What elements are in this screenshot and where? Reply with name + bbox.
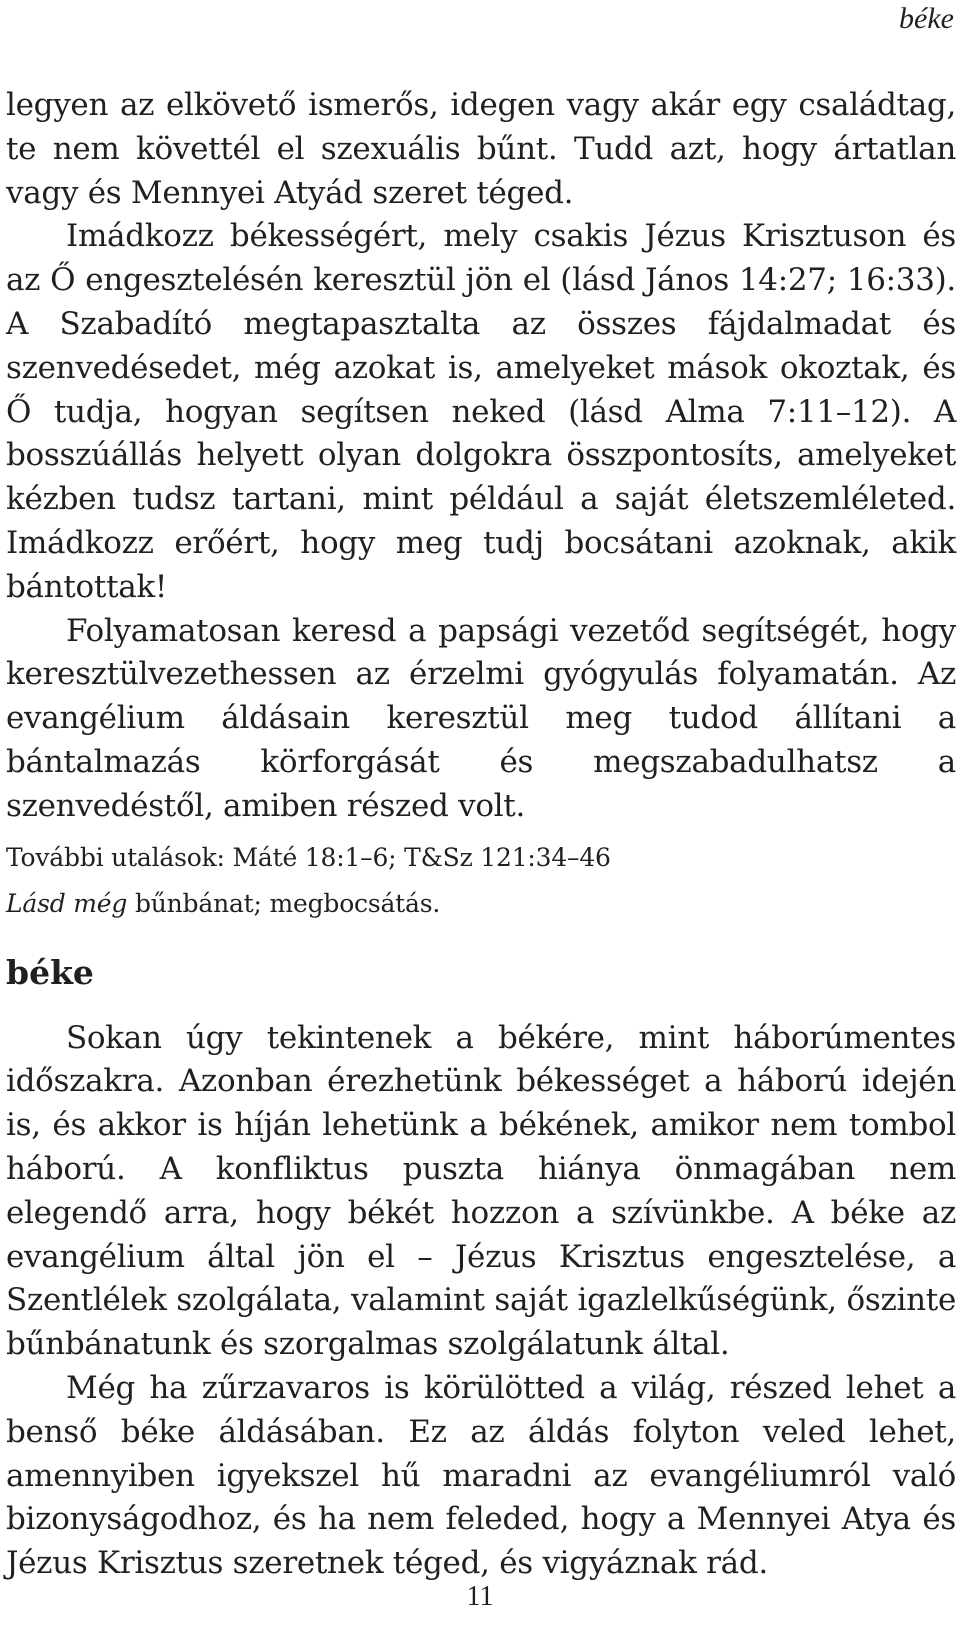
continued-paragraph: legyen az elkövető ismerős, idegen vagy akár egy családtag, te nem követtél el szexuális bűnt. Tudd azt, hogy ártatlan vagy és Mennyei Atyád szeret téged. — [6, 87, 956, 211]
see-also — [6, 887, 956, 921]
body-text — [6, 84, 956, 1586]
references-block — [6, 841, 956, 921]
paragraph: Sokan úgy tekintenek a békére, mint háborúmentes időszakra. Azonban érezhetünk békességet a háború idején is, és akkor is híján lehetünk a békének, amikor nem tombol háború. A konfliktus puszta hiánya önmagában nem elegendő arra, hogy békét hozzon a szívünkbe. A béke az evangélium által jön el – Jézus Krisztus engesztelése, a Szentlélek szolgálata, valamint saját igazlelkűségünk, őszinte bűnbánatunk és szorgalmas szolgálatunk által. — [6, 1019, 956, 1363]
paragraph: Még ha zűrzavaros is körülötted a világ, részed lehet a benső béke áldásában. Ez az áldás folyton veled lehet, amennyiben igyekszel hű maradni az evangéliumról való bizonyságodhoz, és ha nem feleded, hogy a Mennyei Atya és Jézus Krisztus szeretnek téged, és vigyáznak rád. — [6, 1369, 956, 1582]
see-also-links: bűnbánat; megbocsátás. — [127, 888, 441, 918]
running-head: béke — [899, 2, 954, 35]
paragraph: Imádkozz békességért, mely csakis Jézus Krisztuson és az Ő engesztelésén keresztül jön el (lásd János 14:27; 16:33). A Szabadító megtapasztalta az összes fájdalmadat és szenvedésedet, még azokat is, amelyeket mások okoztak, és Ő tudja, hogyan segítsen neked (lásd Alma 7:11–12). A bosszúállás helyett olyan dolgokra összpontosíts, amelyeket kézben tudsz tartani, mint például a saját életszemléleted. Imádkozz erőért, hogy meg tudj bocsátani azoknak, akik bántottak! — [6, 218, 956, 605]
page-number: 11 — [466, 1581, 494, 1612]
further-references: További utalások: Máté 18:1–6; T&Sz 121:34–46 — [6, 842, 611, 872]
see-also-label: Lásd még — [6, 888, 128, 918]
entry-title: béke — [6, 952, 94, 992]
paragraph: Folyamatosan keresd a papsági vezetőd segítségét, hogy keresztülvezethessen az érzelmi gyógyulás folyamatán. Az evangélium áldásain keresztül meg tudod állítani a bántalmazás körforgását és megszabadulhatsz a szenvedéstől, amiben részed volt. — [6, 612, 956, 824]
